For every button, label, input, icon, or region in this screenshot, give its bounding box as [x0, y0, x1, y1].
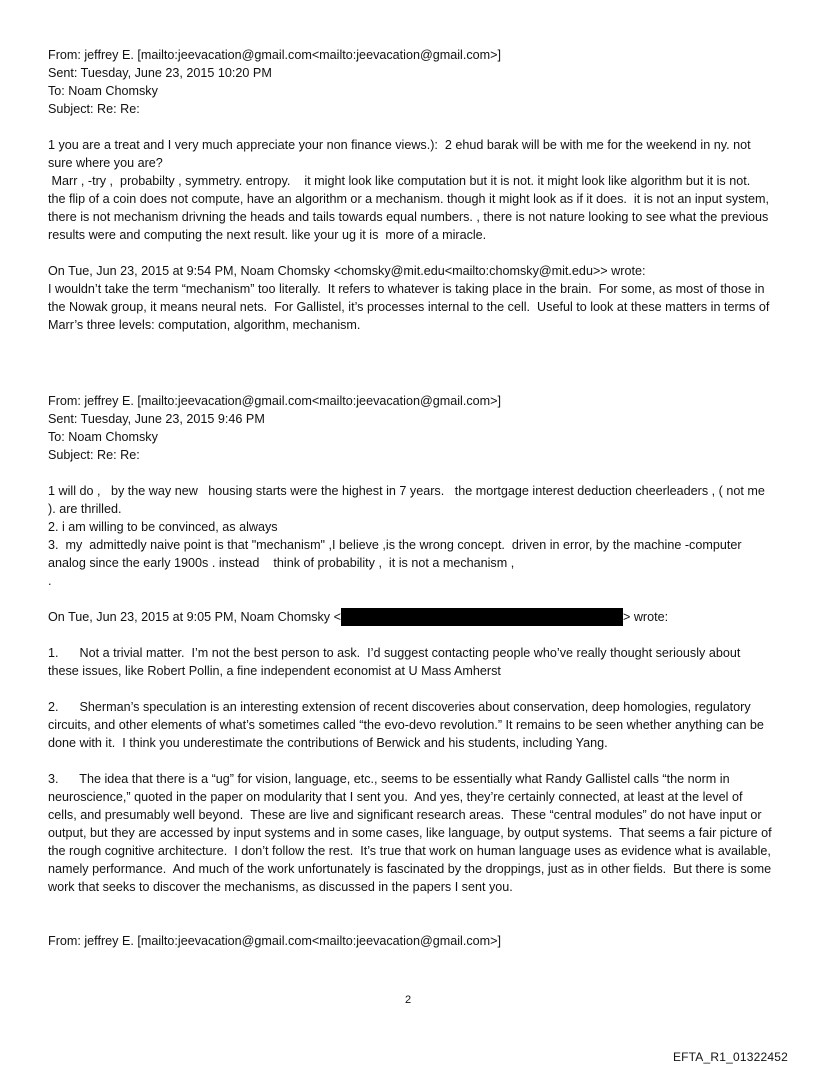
numbered-point: 1. Not a trivial matter. I’m not the best person to ask. I’d suggest contacting people who’ve really thought seriously about these issues, like Robert Pollin, a fine independent economist at U Mass Amherst	[48, 646, 744, 678]
from-line: From: jeffrey E. [mailto:jeevacation@gmail.com<mailto:jeevacation@gmail.com>]	[48, 394, 501, 408]
email-thread	[48, 46, 776, 950]
subject-line: Subject: Re: Re:	[48, 448, 140, 462]
email-header-3	[48, 932, 772, 950]
body-paragraph: Marr , -try , probabilty , symmetry. entropy. it might look like computation but it is not. it might look like algorithm but it is not. the flip of a coin does not compute, have an algorithm or a mechanism. though it might look as if it does. it is not an input system, there is not mechanism drivning the heads and tails towards equal numbers. , there is not nature looking to see what the previous results were and computing the next result. like your ug it is more of a miracle.	[48, 174, 773, 242]
email-body-1	[48, 136, 772, 244]
quote-body: I wouldn’t take the term “mechanism” too literally. It refers to whatever is taking place in the brain. For some, as most of those in the Nowak group, it means neural nets. For Gallistel, it’s processes internal to the cell. Useful to look at these matters in terms of Marr’s three levels: computation, algorithm, mechanism.	[48, 282, 773, 332]
quote-header-start: On Tue, Jun 23, 2015 at 9:05 PM, Noam Chomsky <	[48, 610, 341, 624]
numbered-point: 3. The idea that there is a “ug” for vision, language, etc., seems to be essentially what Randy Gallistel calls “the norm in neuroscience,” quoted in the paper on modularity that I sent you. And yes, they’re certainly connected, at least at the level of cells, and presumably well beyond. These are live and significant research areas. These “central modules” do not have input or output, but they are accessed by input systems and in some cases, like language, by output systems. That seems a fair picture of the rough cognitive architecture. I don’t follow the rest. It’s true that work on human language uses as evidence what is available, namely performance. And much of the work unfortunately is fascinated by the droppings, just as in other fields. But there is some work that seeks to discover the mechanisms, as discussed in the papers I sent you.	[48, 772, 776, 894]
quote-header-end: > wrote:	[622, 610, 669, 624]
to-line: To: Noam Chomsky	[48, 430, 158, 444]
list-item: 2. i am willing to be convinced, as always	[48, 520, 278, 534]
list-item: 1 will do , by the way new housing starts were the highest in 7 years. the mortgage interest deduction cheerleaders , ( not me ). are thrilled.	[48, 484, 769, 516]
document-id: EFTA_R1_01322452	[672, 1050, 788, 1064]
subject-line: Subject: Re: Re:	[48, 102, 140, 116]
email-header-2	[48, 392, 772, 464]
quoted-reply-1	[48, 262, 772, 334]
from-line: From: jeffrey E. [mailto:jeevacation@gmail.com<mailto:jeevacation@gmail.com>]	[48, 934, 501, 948]
sent-line: Sent: Tuesday, June 23, 2015 10:20 PM	[48, 66, 272, 80]
stray-period: .	[48, 574, 52, 588]
email-header-1	[48, 46, 772, 118]
redaction-bar	[341, 608, 623, 626]
from-line: From: jeffrey E. [mailto:jeevacation@gmail.com<mailto:jeevacation@gmail.com>]	[48, 48, 501, 62]
quoted-reply-2	[48, 608, 776, 896]
numbered-point: 2. Sherman’s speculation is an interesting extension of recent discoveries about conservation, deep homologies, regulatory circuits, and other elements of what’s sometimes called “the evo-devo revolution.” It remains to be seen whether anything can be done with it. I think you underestimate the contributions of Berwick and his students, including Yang.	[48, 700, 768, 750]
quote-header: On Tue, Jun 23, 2015 at 9:54 PM, Noam Chomsky <chomsky@mit.edu<mailto:chomsky@mit.edu>> wrote:	[48, 264, 646, 278]
to-line: To: Noam Chomsky	[48, 84, 158, 98]
quote-header	[48, 608, 772, 626]
email-body-2	[48, 482, 772, 590]
sent-line: Sent: Tuesday, June 23, 2015 9:46 PM	[48, 412, 265, 426]
page-number: 2	[404, 994, 412, 1006]
body-paragraph: 1 you are a treat and I very much appreciate your non finance views.): 2 ehud barak will be with me for the weekend in ny. not sure where you are?	[48, 138, 755, 170]
list-item: 3. my admittedly naive point is that "mechanism" ,I believe ,is the wrong concept. driven in error, by the machine -computer analog since the early 1900s . instead think of probability , it is not a mechanism ,	[48, 538, 746, 570]
